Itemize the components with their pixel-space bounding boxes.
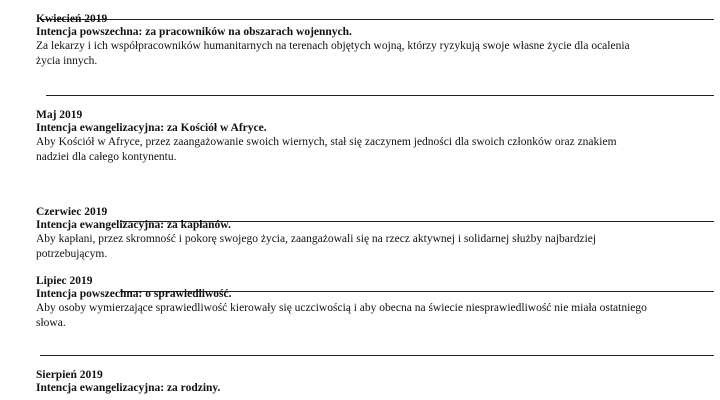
intention-title: Intencja ewangelizacyjna: za Kościół w Afryce. <box>36 122 267 134</box>
month-heading: Maj 2019 <box>36 109 83 121</box>
intention-entry-june <box>36 206 696 262</box>
month-heading: Kwiecień 2019 <box>36 13 108 25</box>
intention-title: Intencja ewangelizacyjna: za rodziny. <box>36 382 221 394</box>
month-heading: Czerwiec 2019 <box>36 206 108 218</box>
intention-entry-april <box>36 13 696 69</box>
month-heading: Sierpień 2019 <box>36 369 103 381</box>
intention-entry-august <box>36 369 696 395</box>
intention-entry-may <box>36 109 696 165</box>
intention-text: Aby Kościół w Afryce, przez zaangażowanie swoich wiernych, stał się zaczynem jedności dla swoich członków oraz znakiem nadziei dla całego kontynentu. <box>36 136 617 163</box>
intention-text: Aby osoby wymierzające sprawiedliwość kierowały się uczciwością i aby obecna na świecie niesprawiedliwość nie miała ostatniego słowa. <box>36 302 647 329</box>
intention-entry-july <box>36 275 696 331</box>
intention-text: Za lekarzy i ich współpracowników humanitarnych na terenach objętych wojną, którzy ryzykują swoje własne życie dla ocalenia życia innych. <box>36 40 630 67</box>
intention-text: Aby kapłani, przez skromność i pokorę swojego życia, zaangażowali się na rzecz aktywnej i solidarnej służby najbardziej potrzebującym. <box>36 233 597 260</box>
intention-title: Intencja powszechna: za pracowników na obszarach wojennych. <box>36 26 352 38</box>
separator-line <box>40 355 714 356</box>
intention-title: Intencja powszechna: o sprawiedliwość. <box>36 288 232 300</box>
intention-title: Intencja ewangelizacyjna: za kapłanów. <box>36 219 231 231</box>
month-heading: Lipiec 2019 <box>36 275 93 287</box>
separator-line <box>46 95 714 96</box>
